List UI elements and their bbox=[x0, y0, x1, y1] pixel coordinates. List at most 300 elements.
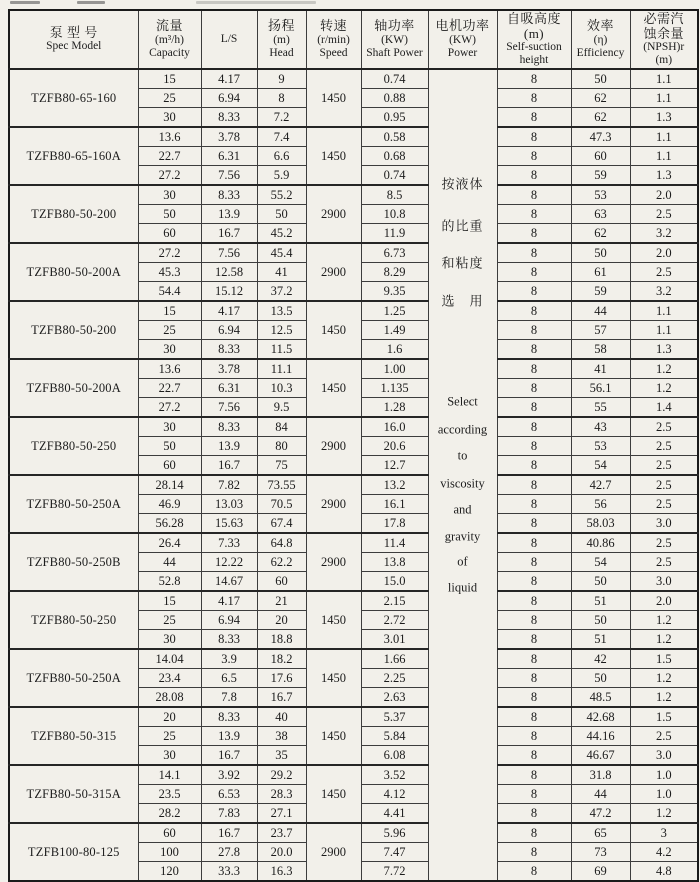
npsh-cell: 1.5 bbox=[630, 707, 698, 727]
table-row bbox=[9, 649, 698, 669]
ls-cell: 7.56 bbox=[201, 243, 257, 263]
col-header-head-line: 扬程 bbox=[267, 18, 295, 34]
shaft-power-cell: 15.0 bbox=[361, 572, 428, 592]
npsh-cell: 1.5 bbox=[630, 649, 698, 669]
shaft-power-cell: 1.00 bbox=[361, 359, 428, 379]
npsh-cell: 3.0 bbox=[630, 746, 698, 766]
efficiency-cell: 61 bbox=[571, 263, 630, 282]
col-header-self-suction-line: 自吸高度(m) bbox=[506, 10, 561, 41]
ls-cell: 16.7 bbox=[201, 823, 257, 843]
self-suction-cell: 8 bbox=[497, 456, 571, 476]
table-row bbox=[9, 243, 698, 263]
self-suction-cell: 8 bbox=[497, 611, 571, 630]
head-cell: 55.2 bbox=[257, 185, 306, 205]
self-suction-cell: 8 bbox=[497, 89, 571, 108]
ls-cell: 16.7 bbox=[201, 746, 257, 766]
npsh-cell: 1.0 bbox=[630, 785, 698, 804]
head-cell: 40 bbox=[257, 707, 306, 727]
self-suction-cell: 8 bbox=[497, 166, 571, 186]
npsh-cell: 2.5 bbox=[630, 553, 698, 572]
ls-cell: 6.94 bbox=[201, 321, 257, 340]
shaft-power-cell: 3.01 bbox=[361, 630, 428, 650]
ls-cell: 8.33 bbox=[201, 185, 257, 205]
col-header-motor-power-line: (KW) bbox=[449, 34, 476, 47]
shaft-power-cell: 5.84 bbox=[361, 727, 428, 746]
shaft-power-cell: 16.0 bbox=[361, 417, 428, 437]
power-note-line: viscosity bbox=[440, 476, 485, 491]
ls-cell: 33.3 bbox=[201, 862, 257, 882]
capacity-cell: 22.7 bbox=[138, 379, 201, 398]
col-header-efficiency-line: 效率 bbox=[586, 18, 614, 34]
speed-cell: 1450 bbox=[306, 707, 361, 765]
shaft-power-cell: 13.8 bbox=[361, 553, 428, 572]
capacity-cell: 25 bbox=[138, 321, 201, 340]
npsh-cell: 1.1 bbox=[630, 301, 698, 321]
head-cell: 8 bbox=[257, 89, 306, 108]
efficiency-cell: 46.67 bbox=[571, 746, 630, 766]
efficiency-cell: 69 bbox=[571, 862, 630, 882]
table-row bbox=[9, 765, 698, 785]
self-suction-cell: 8 bbox=[497, 379, 571, 398]
head-cell: 60 bbox=[257, 572, 306, 592]
efficiency-cell: 31.8 bbox=[571, 765, 630, 785]
col-header-capacity-line: (m³/h) bbox=[155, 34, 184, 47]
npsh-cell: 2.5 bbox=[630, 727, 698, 746]
head-cell: 7.4 bbox=[257, 127, 306, 147]
ls-cell: 13.03 bbox=[201, 495, 257, 514]
col-header-efficiency-line: (η) bbox=[593, 34, 608, 47]
head-cell: 37.2 bbox=[257, 282, 306, 302]
shaft-power-cell: 2.25 bbox=[361, 669, 428, 688]
col-header-efficiency bbox=[571, 10, 630, 69]
self-suction-cell: 8 bbox=[497, 572, 571, 592]
self-suction-cell: 8 bbox=[497, 398, 571, 418]
head-cell: 80 bbox=[257, 437, 306, 456]
ls-cell: 8.33 bbox=[201, 108, 257, 128]
col-header-npsh-line: 必需汽 bbox=[643, 10, 684, 26]
self-suction-cell: 8 bbox=[497, 147, 571, 166]
ls-cell: 14.67 bbox=[201, 572, 257, 592]
shaft-power-cell: 9.35 bbox=[361, 282, 428, 302]
head-cell: 20.0 bbox=[257, 843, 306, 862]
self-suction-cell: 8 bbox=[497, 727, 571, 746]
self-suction-cell: 8 bbox=[497, 591, 571, 611]
head-cell: 28.3 bbox=[257, 785, 306, 804]
col-header-capacity bbox=[138, 10, 201, 69]
table-row bbox=[9, 359, 698, 379]
head-cell: 38 bbox=[257, 727, 306, 746]
col-header-shaft-power-line: (KW) bbox=[381, 34, 408, 47]
efficiency-cell: 62 bbox=[571, 224, 630, 244]
efficiency-cell: 56 bbox=[571, 495, 630, 514]
motor-power-note-cell bbox=[428, 69, 497, 881]
head-cell: 75 bbox=[257, 456, 306, 476]
capacity-cell: 60 bbox=[138, 224, 201, 244]
efficiency-cell: 53 bbox=[571, 185, 630, 205]
ls-cell: 16.7 bbox=[201, 224, 257, 244]
col-header-self-suction bbox=[497, 10, 571, 69]
capacity-cell: 100 bbox=[138, 843, 201, 862]
col-header-speed-line: 转速 bbox=[319, 18, 347, 34]
self-suction-cell: 8 bbox=[497, 127, 571, 147]
col-header-motor-power bbox=[428, 10, 497, 69]
col-header-model-line: 泵 型 号 bbox=[49, 24, 98, 40]
capacity-cell: 54.4 bbox=[138, 282, 201, 302]
ls-cell: 12.58 bbox=[201, 263, 257, 282]
head-cell: 9.5 bbox=[257, 398, 306, 418]
capacity-cell: 14.04 bbox=[138, 649, 201, 669]
capacity-cell: 50 bbox=[138, 437, 201, 456]
self-suction-cell: 8 bbox=[497, 340, 571, 360]
capacity-cell: 25 bbox=[138, 727, 201, 746]
capacity-cell: 46.9 bbox=[138, 495, 201, 514]
npsh-cell: 3.0 bbox=[630, 514, 698, 534]
capacity-cell: 60 bbox=[138, 456, 201, 476]
shaft-power-cell: 6.73 bbox=[361, 243, 428, 263]
capacity-cell: 30 bbox=[138, 108, 201, 128]
efficiency-cell: 47.2 bbox=[571, 804, 630, 824]
efficiency-cell: 50 bbox=[571, 243, 630, 263]
self-suction-cell: 8 bbox=[497, 746, 571, 766]
ls-cell: 6.31 bbox=[201, 379, 257, 398]
ls-cell: 4.17 bbox=[201, 591, 257, 611]
col-header-shaft-power-line: Shaft Power bbox=[366, 46, 423, 59]
efficiency-cell: 65 bbox=[571, 823, 630, 843]
head-cell: 41 bbox=[257, 263, 306, 282]
self-suction-cell: 8 bbox=[497, 669, 571, 688]
self-suction-cell: 8 bbox=[497, 359, 571, 379]
head-cell: 12.5 bbox=[257, 321, 306, 340]
capacity-cell: 27.2 bbox=[138, 398, 201, 418]
head-cell: 64.8 bbox=[257, 533, 306, 553]
col-header-speed-line: Speed bbox=[319, 46, 348, 59]
col-header-capacity-line: Capacity bbox=[149, 46, 190, 59]
pump-spec-table bbox=[8, 9, 699, 882]
efficiency-cell: 43 bbox=[571, 417, 630, 437]
efficiency-cell: 62 bbox=[571, 89, 630, 108]
npsh-cell: 1.3 bbox=[630, 108, 698, 128]
head-cell: 6.6 bbox=[257, 147, 306, 166]
shaft-power-cell: 2.63 bbox=[361, 688, 428, 708]
ls-cell: 4.17 bbox=[201, 69, 257, 89]
head-cell: 5.9 bbox=[257, 166, 306, 186]
shaft-power-cell: 0.88 bbox=[361, 89, 428, 108]
ls-cell: 3.9 bbox=[201, 649, 257, 669]
header-row bbox=[9, 10, 698, 69]
shaft-power-cell: 10.8 bbox=[361, 205, 428, 224]
npsh-cell: 2.5 bbox=[630, 456, 698, 476]
capacity-cell: 15 bbox=[138, 301, 201, 321]
shaft-power-cell: 7.47 bbox=[361, 843, 428, 862]
capacity-cell: 28.2 bbox=[138, 804, 201, 824]
col-header-motor-power-line: Power bbox=[447, 46, 478, 59]
self-suction-cell: 8 bbox=[497, 205, 571, 224]
shaft-power-cell: 5.37 bbox=[361, 707, 428, 727]
shaft-power-cell: 1.66 bbox=[361, 649, 428, 669]
shaft-power-cell: 16.1 bbox=[361, 495, 428, 514]
efficiency-cell: 50 bbox=[571, 69, 630, 89]
capacity-cell: 50 bbox=[138, 205, 201, 224]
col-header-shaft-power bbox=[361, 10, 428, 69]
ls-cell: 7.56 bbox=[201, 166, 257, 186]
npsh-cell: 1.2 bbox=[630, 688, 698, 708]
shaft-power-cell: 2.15 bbox=[361, 591, 428, 611]
speed-cell: 2900 bbox=[306, 417, 361, 475]
scan-artifact bbox=[196, 1, 316, 4]
efficiency-cell: 58 bbox=[571, 340, 630, 360]
shaft-power-cell: 1.135 bbox=[361, 379, 428, 398]
head-cell: 17.6 bbox=[257, 669, 306, 688]
capacity-cell: 45.3 bbox=[138, 263, 201, 282]
efficiency-cell: 41 bbox=[571, 359, 630, 379]
ls-cell: 6.31 bbox=[201, 147, 257, 166]
speed-cell: 1450 bbox=[306, 127, 361, 185]
table-row bbox=[9, 823, 698, 843]
ls-cell: 3.92 bbox=[201, 765, 257, 785]
col-header-model bbox=[9, 10, 138, 69]
capacity-cell: 22.7 bbox=[138, 147, 201, 166]
ls-cell: 7.83 bbox=[201, 804, 257, 824]
shaft-power-cell: 1.28 bbox=[361, 398, 428, 418]
power-note-line: 和粘度 bbox=[441, 255, 484, 271]
capacity-cell: 120 bbox=[138, 862, 201, 882]
ls-cell: 15.12 bbox=[201, 282, 257, 302]
shaft-power-cell: 0.95 bbox=[361, 108, 428, 128]
head-cell: 16.7 bbox=[257, 688, 306, 708]
speed-cell: 1450 bbox=[306, 591, 361, 649]
npsh-cell: 2.0 bbox=[630, 591, 698, 611]
self-suction-cell: 8 bbox=[497, 417, 571, 437]
efficiency-cell: 48.5 bbox=[571, 688, 630, 708]
npsh-cell: 3 bbox=[630, 823, 698, 843]
capacity-cell: 23.5 bbox=[138, 785, 201, 804]
head-cell: 70.5 bbox=[257, 495, 306, 514]
npsh-cell: 1.2 bbox=[630, 379, 698, 398]
capacity-cell: 30 bbox=[138, 340, 201, 360]
efficiency-cell: 60 bbox=[571, 147, 630, 166]
self-suction-cell: 8 bbox=[497, 437, 571, 456]
capacity-cell: 30 bbox=[138, 185, 201, 205]
head-cell: 11.5 bbox=[257, 340, 306, 360]
power-note-line: liquid bbox=[447, 580, 478, 595]
model-cell: TZFB80-65-160A bbox=[9, 127, 138, 185]
col-header-shaft-power-line: 轴功率 bbox=[374, 18, 415, 34]
ls-cell: 13.9 bbox=[201, 437, 257, 456]
npsh-cell: 3.0 bbox=[630, 572, 698, 592]
head-cell: 10.3 bbox=[257, 379, 306, 398]
capacity-cell: 15 bbox=[138, 591, 201, 611]
npsh-cell: 1.3 bbox=[630, 340, 698, 360]
npsh-cell: 2.0 bbox=[630, 185, 698, 205]
capacity-cell: 13.6 bbox=[138, 359, 201, 379]
capacity-cell: 28.08 bbox=[138, 688, 201, 708]
col-header-npsh-line: (m) bbox=[655, 54, 673, 67]
capacity-cell: 30 bbox=[138, 746, 201, 766]
efficiency-cell: 40.86 bbox=[571, 533, 630, 553]
self-suction-cell: 8 bbox=[497, 707, 571, 727]
shaft-power-cell: 8.5 bbox=[361, 185, 428, 205]
ls-cell: 7.82 bbox=[201, 475, 257, 495]
efficiency-cell: 42.7 bbox=[571, 475, 630, 495]
col-header-npsh-line: 蚀余量 bbox=[643, 25, 684, 41]
ls-cell: 12.22 bbox=[201, 553, 257, 572]
efficiency-cell: 57 bbox=[571, 321, 630, 340]
power-note-line: 选 用 bbox=[441, 293, 484, 309]
shaft-power-cell: 0.74 bbox=[361, 69, 428, 89]
npsh-cell: 2.5 bbox=[630, 495, 698, 514]
head-cell: 27.1 bbox=[257, 804, 306, 824]
col-header-head-line: (m) bbox=[273, 34, 290, 47]
model-cell: TZFB80-50-200A bbox=[9, 243, 138, 301]
efficiency-cell: 47.3 bbox=[571, 127, 630, 147]
efficiency-cell: 73 bbox=[571, 843, 630, 862]
capacity-cell: 56.28 bbox=[138, 514, 201, 534]
self-suction-cell: 8 bbox=[497, 649, 571, 669]
head-cell: 23.7 bbox=[257, 823, 306, 843]
npsh-cell: 4.8 bbox=[630, 862, 698, 882]
capacity-cell: 23.4 bbox=[138, 669, 201, 688]
table-row bbox=[9, 127, 698, 147]
col-header-head bbox=[257, 10, 306, 69]
shaft-power-cell: 7.72 bbox=[361, 862, 428, 882]
shaft-power-cell: 0.74 bbox=[361, 166, 428, 186]
ls-cell: 7.8 bbox=[201, 688, 257, 708]
ls-cell: 3.78 bbox=[201, 127, 257, 147]
table-row bbox=[9, 707, 698, 727]
speed-cell: 1450 bbox=[306, 649, 361, 707]
self-suction-cell: 8 bbox=[497, 263, 571, 282]
self-suction-cell: 8 bbox=[497, 301, 571, 321]
ls-cell: 7.56 bbox=[201, 398, 257, 418]
capacity-cell: 30 bbox=[138, 630, 201, 650]
speed-cell: 1450 bbox=[306, 69, 361, 127]
col-header-npsh-line: (NPSH)r bbox=[643, 41, 685, 54]
ls-cell: 8.33 bbox=[201, 340, 257, 360]
power-note-line: according bbox=[437, 422, 488, 437]
shaft-power-cell: 2.72 bbox=[361, 611, 428, 630]
self-suction-cell: 8 bbox=[497, 553, 571, 572]
head-cell: 21 bbox=[257, 591, 306, 611]
ls-cell: 6.5 bbox=[201, 669, 257, 688]
head-cell: 13.5 bbox=[257, 301, 306, 321]
head-cell: 62.2 bbox=[257, 553, 306, 572]
col-header-self-suction-line: Self-suction bbox=[506, 41, 562, 54]
efficiency-cell: 42 bbox=[571, 649, 630, 669]
efficiency-cell: 50 bbox=[571, 669, 630, 688]
efficiency-cell: 62 bbox=[571, 108, 630, 128]
speed-cell: 2900 bbox=[306, 533, 361, 591]
scan-artifact bbox=[77, 1, 105, 4]
npsh-cell: 2.5 bbox=[630, 205, 698, 224]
capacity-cell: 27.2 bbox=[138, 243, 201, 263]
capacity-cell: 25 bbox=[138, 611, 201, 630]
table-header bbox=[9, 10, 698, 69]
npsh-cell: 1.2 bbox=[630, 359, 698, 379]
model-cell: TZFB80-50-315 bbox=[9, 707, 138, 765]
head-cell: 7.2 bbox=[257, 108, 306, 128]
speed-cell: 2900 bbox=[306, 823, 361, 881]
self-suction-cell: 8 bbox=[497, 765, 571, 785]
speed-cell: 1450 bbox=[306, 359, 361, 417]
pump-spec-sheet bbox=[8, 9, 699, 882]
ls-cell: 15.63 bbox=[201, 514, 257, 534]
ls-cell: 8.33 bbox=[201, 707, 257, 727]
npsh-cell: 2.5 bbox=[630, 475, 698, 495]
self-suction-cell: 8 bbox=[497, 785, 571, 804]
col-header-npsh bbox=[630, 10, 698, 69]
capacity-cell: 25 bbox=[138, 89, 201, 108]
shaft-power-cell: 20.6 bbox=[361, 437, 428, 456]
model-cell: TZFB80-65-160 bbox=[9, 69, 138, 127]
speed-cell: 1450 bbox=[306, 301, 361, 359]
self-suction-cell: 8 bbox=[497, 69, 571, 89]
power-note-line: of bbox=[457, 554, 468, 569]
col-header-speed-line: (r/min) bbox=[317, 34, 350, 47]
npsh-cell: 1.2 bbox=[630, 611, 698, 630]
self-suction-cell: 8 bbox=[497, 533, 571, 553]
self-suction-cell: 8 bbox=[497, 804, 571, 824]
efficiency-cell: 44 bbox=[571, 301, 630, 321]
shaft-power-cell: 11.9 bbox=[361, 224, 428, 244]
power-note-line: Select bbox=[447, 394, 478, 409]
npsh-cell: 3.2 bbox=[630, 282, 698, 302]
head-cell: 20 bbox=[257, 611, 306, 630]
self-suction-cell: 8 bbox=[497, 108, 571, 128]
scan-artifact bbox=[10, 1, 40, 4]
efficiency-cell: 59 bbox=[571, 166, 630, 186]
npsh-cell: 2.5 bbox=[630, 437, 698, 456]
npsh-cell: 2.5 bbox=[630, 533, 698, 553]
efficiency-cell: 54 bbox=[571, 456, 630, 476]
capacity-cell: 15 bbox=[138, 69, 201, 89]
col-header-speed bbox=[306, 10, 361, 69]
ls-cell: 6.94 bbox=[201, 611, 257, 630]
capacity-cell: 30 bbox=[138, 417, 201, 437]
ls-cell: 27.8 bbox=[201, 843, 257, 862]
speed-cell: 2900 bbox=[306, 185, 361, 243]
head-cell: 67.4 bbox=[257, 514, 306, 534]
npsh-cell: 3.2 bbox=[630, 224, 698, 244]
npsh-cell: 1.1 bbox=[630, 127, 698, 147]
head-cell: 29.2 bbox=[257, 765, 306, 785]
npsh-cell: 1.1 bbox=[630, 321, 698, 340]
col-header-capacity-line: 流量 bbox=[155, 18, 183, 34]
capacity-cell: 52.8 bbox=[138, 572, 201, 592]
model-cell: TZFB80-50-315A bbox=[9, 765, 138, 823]
head-cell: 16.3 bbox=[257, 862, 306, 882]
shaft-power-cell: 6.08 bbox=[361, 746, 428, 766]
table-body bbox=[9, 69, 698, 881]
shaft-power-cell: 13.2 bbox=[361, 475, 428, 495]
col-header-head-line: Head bbox=[269, 46, 294, 59]
efficiency-cell: 63 bbox=[571, 205, 630, 224]
model-cell: TZFB80-50-250A bbox=[9, 649, 138, 707]
table-row bbox=[9, 533, 698, 553]
col-header-efficiency-line: Efficiency bbox=[576, 46, 625, 59]
self-suction-cell: 8 bbox=[497, 185, 571, 205]
table-row bbox=[9, 69, 698, 89]
shaft-power-cell: 1.6 bbox=[361, 340, 428, 360]
ls-cell: 6.53 bbox=[201, 785, 257, 804]
shaft-power-cell: 0.68 bbox=[361, 147, 428, 166]
table-row bbox=[9, 417, 698, 437]
col-header-model-line: Spec Model bbox=[46, 40, 102, 53]
model-cell: TZFB80-50-250 bbox=[9, 591, 138, 649]
speed-cell: 2900 bbox=[306, 243, 361, 301]
speed-cell: 1450 bbox=[306, 765, 361, 823]
self-suction-cell: 8 bbox=[497, 630, 571, 650]
power-note-line: and bbox=[453, 502, 472, 517]
